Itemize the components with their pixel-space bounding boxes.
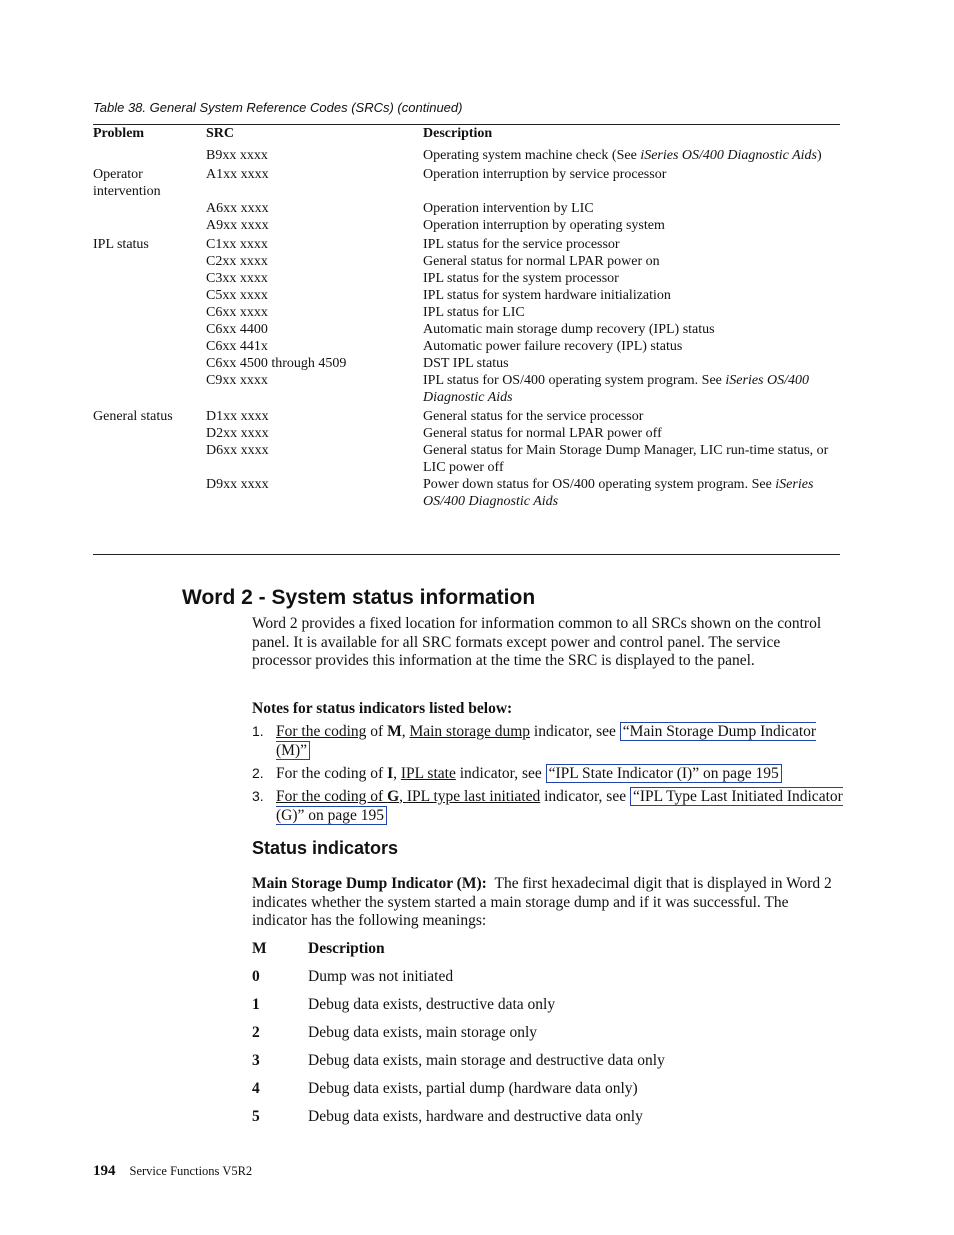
description-text: Operating system machine check (See bbox=[423, 148, 641, 163]
description-text: IPL status for LIC bbox=[423, 305, 525, 320]
src-cell: C6xx 4500 through 4509 bbox=[206, 356, 347, 371]
table-row bbox=[93, 164, 840, 200]
problem-cell bbox=[93, 338, 206, 355]
note-underlined-text: For the coding of bbox=[276, 788, 388, 805]
src-cell: C9xx xxxx bbox=[206, 373, 268, 388]
problem-cell bbox=[93, 270, 206, 287]
table-row bbox=[93, 355, 840, 372]
note-bold-code: G bbox=[387, 788, 400, 805]
src-cell: C6xx xxxx bbox=[206, 305, 268, 320]
src-table bbox=[93, 125, 840, 510]
note-text-part: of bbox=[366, 723, 388, 740]
description-text: IPL status for the service processor bbox=[423, 237, 620, 252]
note-text bbox=[276, 722, 846, 760]
description-tail: ) bbox=[817, 148, 822, 163]
description-cell bbox=[423, 304, 840, 321]
note-bold-code: I bbox=[387, 765, 394, 782]
note-number: 3. bbox=[252, 788, 264, 804]
meaning-desc: Debug data exists, destructive data only bbox=[308, 996, 556, 1013]
col-header-problem: Problem bbox=[93, 126, 145, 141]
description-cell bbox=[423, 321, 840, 338]
table-row bbox=[93, 287, 840, 304]
problem-cell bbox=[93, 321, 206, 338]
note-underlined-text: , bbox=[399, 788, 407, 805]
description-cell bbox=[423, 147, 840, 164]
notes-heading: Notes for status indicators listed below: bbox=[252, 700, 513, 717]
note-text bbox=[276, 787, 846, 825]
cross-ref-link[interactable]: “Main Storage Dump Indicator (M)” bbox=[276, 723, 817, 759]
meaning-desc: Dump was not initiated bbox=[308, 968, 454, 985]
table-row bbox=[93, 234, 840, 253]
table-body bbox=[93, 147, 840, 510]
src-cell: C3xx xxxx bbox=[206, 271, 268, 286]
src-cell: A6xx xxxx bbox=[206, 201, 269, 216]
src-cell: A9xx xxxx bbox=[206, 218, 269, 233]
meaning-desc: Debug data exists, partial dump (hardware data only) bbox=[308, 1080, 638, 1097]
description-cell bbox=[423, 164, 840, 200]
note-text-part: indicator, see bbox=[455, 765, 546, 782]
description-cell bbox=[423, 442, 840, 476]
note-text-part: For the coding of bbox=[276, 765, 388, 782]
table-row bbox=[93, 442, 840, 476]
description-cell bbox=[423, 355, 840, 372]
note-bold-code: M bbox=[387, 723, 402, 740]
meaning-key: 1 bbox=[252, 996, 260, 1013]
src-cell: C2xx xxxx bbox=[206, 254, 268, 269]
src-cell: B9xx xxxx bbox=[206, 148, 268, 163]
note-text-part: , bbox=[401, 723, 410, 740]
note-text bbox=[276, 764, 846, 783]
table-row bbox=[93, 217, 840, 234]
src-cell: C5xx xxxx bbox=[206, 288, 268, 303]
src-cell: C6xx 441x bbox=[206, 339, 268, 354]
problem-cell bbox=[93, 476, 206, 510]
problem-cell bbox=[93, 253, 206, 270]
footer-title: Service Functions V5R2 bbox=[129, 1164, 253, 1178]
description-cell bbox=[423, 372, 840, 406]
src-cell: A1xx xxxx bbox=[206, 167, 269, 182]
description-text: Operation interruption by operating system bbox=[423, 218, 665, 233]
description-text: Automatic power failure recovery (IPL) status bbox=[423, 339, 683, 354]
problem-cell: Operator intervention bbox=[93, 167, 161, 199]
src-cell: C6xx 4400 bbox=[206, 322, 268, 337]
table-row bbox=[93, 253, 840, 270]
description-cell bbox=[423, 338, 840, 355]
meaning-key: 4 bbox=[252, 1080, 260, 1097]
problem-cell bbox=[93, 425, 206, 442]
problem-cell bbox=[93, 372, 206, 406]
meaning-desc: Debug data exists, main storage and destructive data only bbox=[308, 1052, 665, 1069]
table-row bbox=[93, 338, 840, 355]
meaning-col-key: M bbox=[252, 940, 267, 957]
description-cell bbox=[423, 200, 840, 217]
meaning-desc: Debug data exists, main storage only bbox=[308, 1024, 538, 1041]
page-number: 194 bbox=[93, 1163, 116, 1179]
table-row bbox=[93, 321, 840, 338]
meaning-key: 0 bbox=[252, 968, 260, 985]
problem-cell bbox=[93, 287, 206, 304]
table-row bbox=[93, 372, 840, 406]
problem-cell: General status bbox=[93, 409, 173, 424]
description-text: Automatic main storage dump recovery (IPL) status bbox=[423, 322, 715, 337]
description-italic-ref: iSeries OS/400 Diagnostic Aids bbox=[640, 148, 817, 163]
description-cell bbox=[423, 217, 840, 234]
note-underlined-text: IPL type last initiated bbox=[406, 788, 541, 805]
note-text-part: indicator, see bbox=[540, 788, 630, 805]
meaning-key: 3 bbox=[252, 1052, 260, 1069]
note-underlined-text: For the coding bbox=[276, 723, 367, 740]
meaning-desc: Debug data exists, hardware and destructive data only bbox=[308, 1108, 643, 1125]
src-cell: D9xx xxxx bbox=[206, 477, 269, 492]
table-header-row bbox=[93, 125, 840, 147]
problem-cell bbox=[93, 355, 206, 372]
note-number: 2. bbox=[252, 765, 264, 781]
description-cell bbox=[423, 406, 840, 425]
description-text: General status for normal LPAR power on bbox=[423, 254, 660, 269]
problem-cell: IPL status bbox=[93, 237, 149, 252]
col-header-description: Description bbox=[423, 126, 493, 141]
table-row bbox=[93, 147, 840, 164]
cross-ref-link[interactable]: “IPL Type Last Initiated Indicator (G)” on page 195 bbox=[276, 788, 843, 824]
meaning-col-desc: Description bbox=[308, 940, 385, 957]
table-row bbox=[93, 406, 840, 425]
note-text-part: indicator, see bbox=[530, 723, 620, 740]
note-text-part: , bbox=[393, 765, 401, 782]
meaning-key: 5 bbox=[252, 1108, 260, 1125]
src-cell: D6xx xxxx bbox=[206, 443, 269, 458]
description-cell bbox=[423, 270, 840, 287]
problem-cell bbox=[93, 217, 206, 234]
description-text: General status for Main Storage Dump Manager, LIC run-time status, or LIC power off bbox=[423, 443, 829, 475]
col-header-src: SRC bbox=[206, 126, 235, 141]
meaning-key: 2 bbox=[252, 1024, 260, 1041]
src-cell: D1xx xxxx bbox=[206, 409, 269, 424]
description-text: Operation interruption by service processor bbox=[423, 167, 667, 182]
problem-cell bbox=[93, 200, 206, 217]
table-row bbox=[93, 425, 840, 442]
note-underlined-text: Main storage dump bbox=[409, 723, 531, 740]
status-paragraph bbox=[252, 875, 840, 931]
cross-ref-link[interactable]: “IPL State Indicator (I)” on page 195 bbox=[546, 764, 782, 783]
table-row bbox=[93, 270, 840, 287]
table-row bbox=[93, 304, 840, 321]
description-text: General status for normal LPAR power off bbox=[423, 426, 662, 441]
description-cell bbox=[423, 476, 840, 510]
table-row bbox=[93, 476, 840, 510]
description-text: General status for the service processor bbox=[423, 409, 644, 424]
status-indicators-heading: Status indicators bbox=[252, 838, 399, 858]
note-underlined-text: IPL state bbox=[400, 765, 456, 782]
page-footer bbox=[93, 1163, 252, 1180]
problem-cell bbox=[93, 442, 206, 476]
status-lead-bold: Main Storage Dump Indicator (M): bbox=[252, 875, 487, 892]
description-cell bbox=[423, 253, 840, 270]
src-cell: C1xx xxxx bbox=[206, 237, 268, 252]
problem-cell bbox=[93, 304, 206, 321]
table-caption: Table 38. General System Reference Codes (SRCs) (continued) bbox=[93, 100, 463, 115]
intro-paragraph: Word 2 provides a fixed location for information common to all SRCs shown on the control panel. It is available for all SRC formats except power and control panel. The service processor provides this information at the time the SRC is displayed to the panel. bbox=[252, 615, 822, 670]
description-text: Power down status for OS/400 operating system program. See bbox=[423, 477, 776, 492]
src-cell: D2xx xxxx bbox=[206, 426, 269, 441]
description-text: IPL status for the system processor bbox=[423, 271, 619, 286]
description-text: Operation intervention by LIC bbox=[423, 201, 594, 216]
table-row bbox=[93, 200, 840, 217]
description-cell bbox=[423, 425, 840, 442]
description-italic-ref: iSeries OS/400 Diagnostic Aids bbox=[423, 477, 814, 509]
description-text: IPL status for OS/400 operating system program. See bbox=[423, 373, 726, 388]
description-cell bbox=[423, 287, 840, 304]
table-bottom-rule bbox=[93, 554, 840, 555]
description-italic-ref: iSeries OS/400 Diagnostic Aids bbox=[423, 373, 809, 405]
note-number: 1. bbox=[252, 723, 264, 739]
description-text: DST IPL status bbox=[423, 356, 509, 371]
description-cell bbox=[423, 234, 840, 253]
section-title: Word 2 - System status information bbox=[182, 586, 536, 609]
description-text: IPL status for system hardware initialization bbox=[423, 288, 671, 303]
problem-cell bbox=[93, 147, 206, 164]
status-lead-text: The first hexadecimal digit that is displayed in Word 2 indicates whether the system started a main storage dump and if it was successful. The indicator has the following meanings: bbox=[252, 875, 832, 930]
